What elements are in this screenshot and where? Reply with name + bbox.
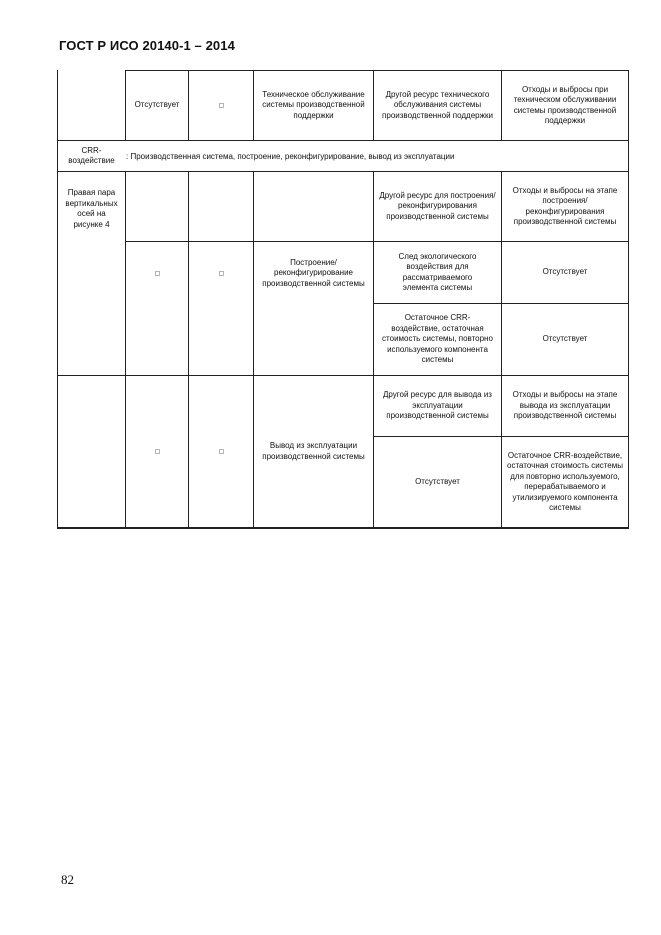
cell-text: Отходы и выбросы на этапе построения/реконфигурирования производственной системы xyxy=(512,185,618,226)
cell-text: След экологического воздействия для рассматриваемого элемента системы xyxy=(398,251,477,292)
checkbox-mark-icon xyxy=(219,103,224,108)
resource-flow-table xyxy=(57,70,629,529)
crr-label-cell xyxy=(58,141,125,171)
table-line xyxy=(628,70,629,529)
document-header: ГОСТ Р ИСО 20140-1 – 2014 xyxy=(59,38,235,53)
table-cell xyxy=(254,71,373,140)
table-cell xyxy=(502,242,628,303)
table-cell xyxy=(126,172,188,375)
cell-text: Остаточное CRR-воздействие, остаточная стоимость системы для повторно используемого, перерабатываемого и утилизируемого компонента системы xyxy=(507,450,623,512)
table-line xyxy=(57,70,58,529)
table-cell xyxy=(126,376,188,527)
cell-text: Отсутствует xyxy=(542,334,588,344)
table-cell xyxy=(374,376,501,436)
checkbox-mark-icon xyxy=(219,271,224,276)
checkbox-mark-icon xyxy=(155,271,160,276)
table-cell xyxy=(189,172,253,375)
checkbox-mark-icon xyxy=(219,449,224,454)
table-cell xyxy=(189,71,253,140)
table-cell xyxy=(254,376,373,527)
table-cell xyxy=(374,304,501,375)
table-cell xyxy=(254,172,373,375)
table-cell xyxy=(374,172,501,241)
cell-text: Другой ресурс для вывода из эксплуатации производственной системы xyxy=(383,390,492,421)
cell-text: Другой ресурс для построения/реконфигурирования производственной системы xyxy=(379,190,496,221)
cell-text: Отсутствует xyxy=(542,267,588,277)
cell-text: Техническое обслуживание системы производственной поддержки xyxy=(262,89,365,120)
table-cell xyxy=(502,376,628,436)
cell-text: Отходы и выбросы на этапе вывода из эксплуатации производственной системы xyxy=(512,390,618,421)
cell-text: Отсутствует xyxy=(415,476,460,486)
checkbox-mark-icon xyxy=(155,449,160,454)
cell-text: Отходы и выбросы при техническом обслуживании системы производственной поддержки xyxy=(513,84,617,125)
cell-text: Построение/реконфигурирование производственной системы xyxy=(262,257,365,288)
page-number: 82 xyxy=(61,872,74,887)
table-line xyxy=(57,140,629,141)
crr-label: CRR-воздействие xyxy=(68,145,115,165)
cell-text: Другой ресурс технического обслуживания системы производственной поддержки xyxy=(382,89,493,120)
table-cell xyxy=(502,304,628,375)
table-line xyxy=(57,527,629,529)
cell-text: Остаточное CRR-воздействие, остаточная стоимость системы, повторно используемого компонента системы xyxy=(382,313,493,365)
cell-text: Вывод из эксплуатации производственной системы xyxy=(262,441,365,461)
table-cell xyxy=(374,71,501,140)
table-cell xyxy=(502,437,628,527)
table-cell xyxy=(126,71,188,140)
left-note-cell xyxy=(58,188,125,248)
crr-description: : Производственная система, построение, реконфигурирование, вывод из эксплуатации xyxy=(126,152,455,161)
table-cell xyxy=(374,437,501,527)
cell-text: Отсутствует xyxy=(134,100,180,110)
table-cell xyxy=(189,376,253,527)
table-cell xyxy=(502,71,628,140)
table-cell xyxy=(502,172,628,241)
table-cell xyxy=(374,242,501,303)
left-note-text: Правая пара вертикальных осей на рисунке 4 xyxy=(65,188,118,229)
